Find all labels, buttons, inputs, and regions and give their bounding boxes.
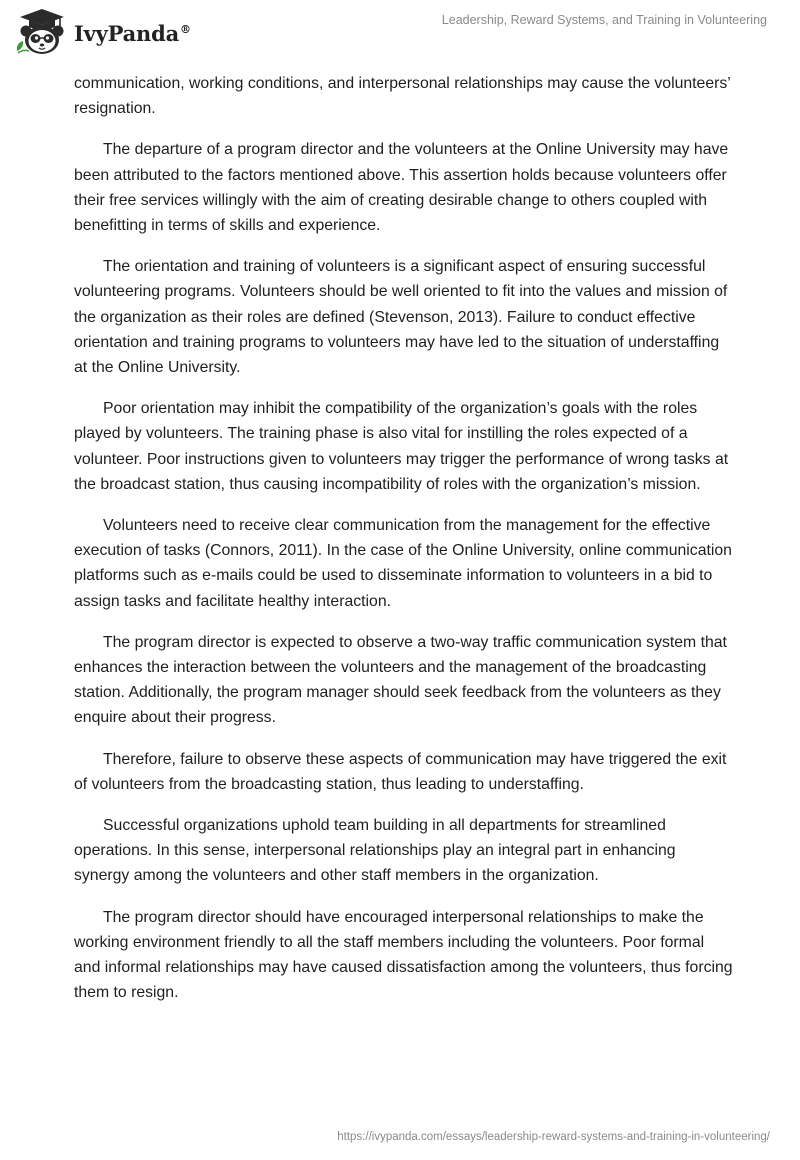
registered-mark: ® <box>180 22 191 36</box>
panda-graduate-icon <box>14 7 70 57</box>
paragraph: The program director is expected to observe a two-way traffic communication system that enhances the interaction between the volunteers and the management of the broadcasting station. Additionally, the program manager should seek feedback from the volunteers as they enquire about their progress. <box>74 633 727 727</box>
page-header <box>0 0 800 60</box>
essay-body <box>74 71 734 1022</box>
paragraph: The orientation and training of volunteers is a significant aspect of ensuring successful volunteering programs. Volunteers should be well oriented to fit into the values and mission of the organization as their roles are defined (Stevenson, 2013). Failure to conduct effective orientation and training programs to volunteers may have led to the situation of understaffing at the Online University. <box>74 258 728 377</box>
paragraph: Volunteers need to receive clear communication from the management for the effective execution of tasks (Connors, 2011). In the case of the Online University, online communication platforms such as e-mails could be used to disseminate information to volunteers in a bid to assign tasks and facilitate healthy interaction. <box>74 517 732 610</box>
brand-logo[interactable] <box>14 7 191 57</box>
document-title: Leadership, Reward Systems, and Training in Volunteering <box>441 13 767 27</box>
paragraph-continued: communication, working conditions, and interpersonal relationships may cause the volunteers’ resignation. <box>74 75 731 118</box>
paragraph: The program director should have encouraged interpersonal relationships to make the working environment friendly to all the staff members including the volunteers. Poor formal and informal relationships may have caused dissatisfaction among the volunteers, thus forcing them to resign. <box>74 908 733 1002</box>
paragraph: Successful organizations uphold team building in all departments for streamlined operations. In this sense, interpersonal relationships play an integral part in enhancing synergy among the volunteers and other staff members in the organization. <box>74 817 676 885</box>
brand-name: IvyPanda® <box>74 20 191 46</box>
paragraph: Therefore, failure to observe these aspects of communication may have triggered the exit of volunteers from the broadcasting station, thus leading to understaffing. <box>74 750 727 793</box>
paragraph: The departure of a program director and the volunteers at the Online University may have been attributed to the factors mentioned above. This assertion holds because volunteers offer their free services willingly with the aim of creating desirable change to others coupled with benefitting in terms of skills and experience. <box>74 141 729 235</box>
paragraph: Poor orientation may inhibit the compatibility of the organization’s goals with the roles played by volunteers. The training phase is also vital for instilling the roles expected of a volunteer. Poor instructions given to volunteers may trigger the performance of wrong tasks at the broadcast station, thus causing incompatibility of roles with the organization’s mission. <box>74 400 729 493</box>
source-url[interactable]: https://ivypanda.com/essays/leadership-reward-systems-and-training-in-volunteering/ <box>337 1131 770 1143</box>
